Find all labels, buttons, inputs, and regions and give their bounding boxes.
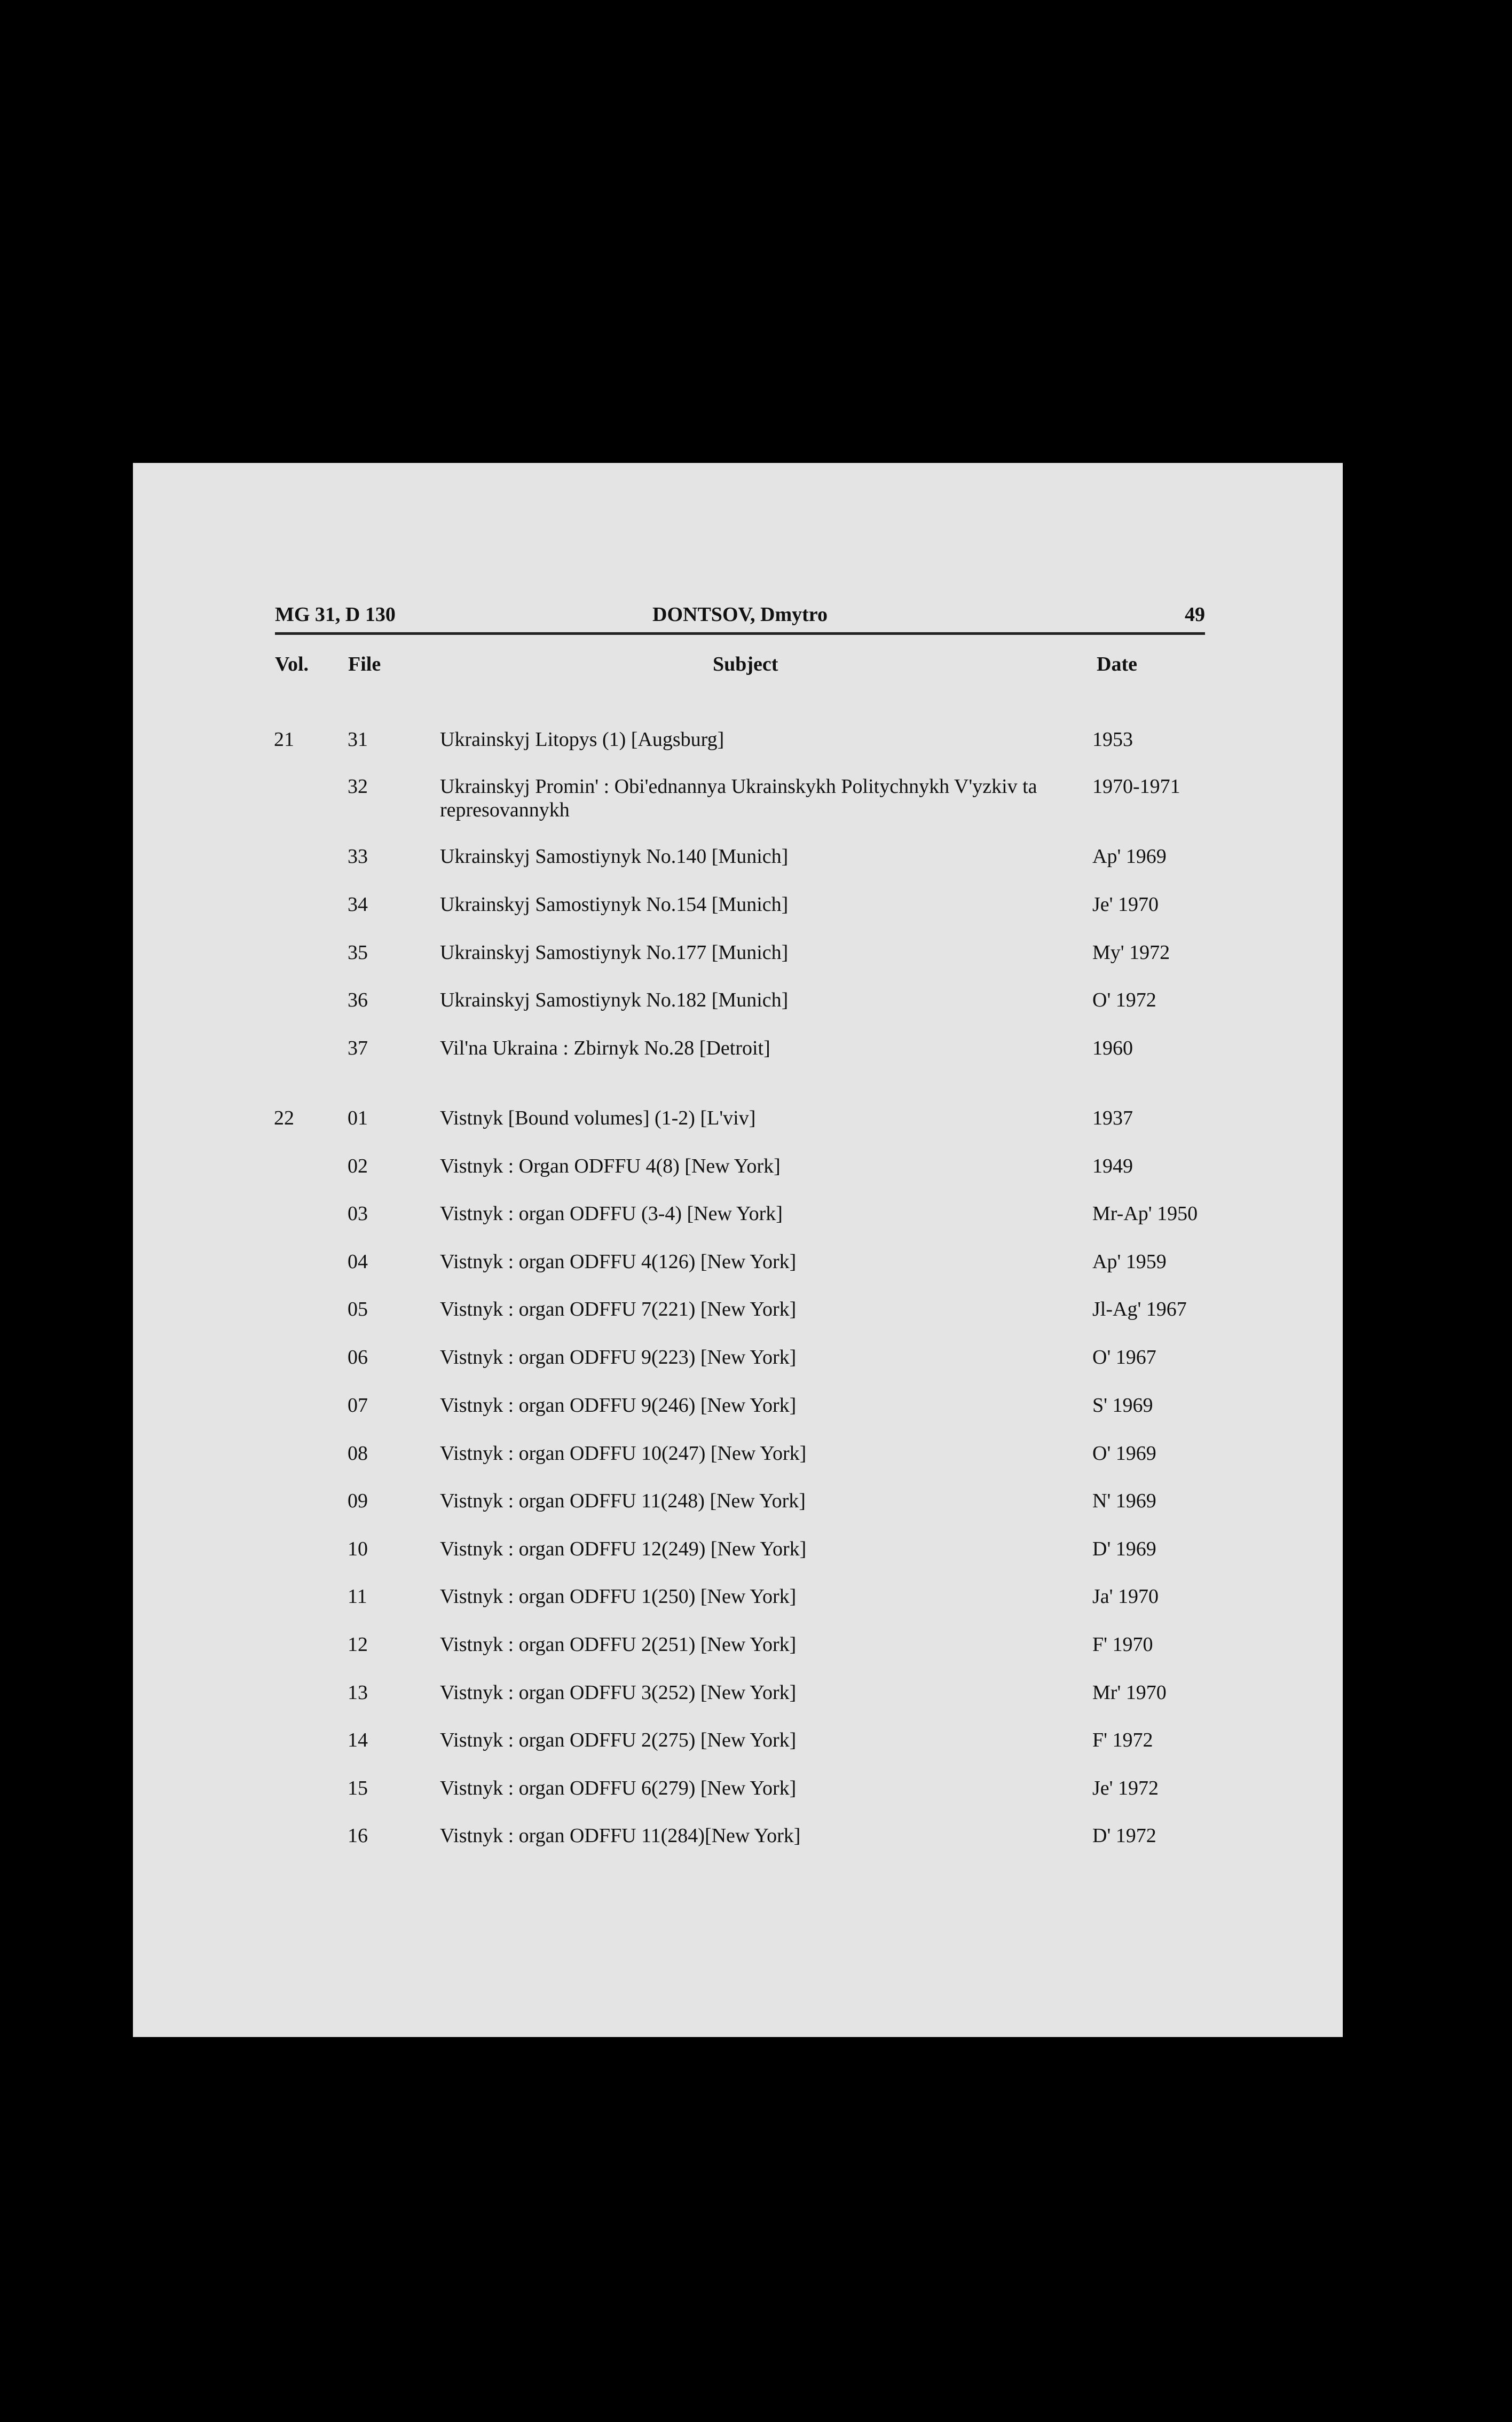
row-date: F' 1972 bbox=[1092, 1729, 1153, 1751]
row-date: S' 1969 bbox=[1092, 1394, 1153, 1417]
row-subject: Ukrainskyj Samostiynyk No.182 [Munich] bbox=[440, 989, 789, 1011]
row-vol: 22 bbox=[274, 1107, 294, 1129]
row-subject: Vil'na Ukraina : Zbirnyk No.28 [Detroit] bbox=[440, 1037, 770, 1059]
row-file: 07 bbox=[348, 1394, 368, 1417]
row-vol: 21 bbox=[274, 728, 294, 751]
row-date: Je' 1970 bbox=[1092, 893, 1159, 916]
column-header-vol: Vol. bbox=[275, 653, 309, 675]
row-date: Ap' 1969 bbox=[1092, 845, 1167, 868]
row-subject: Ukrainskyj Litopys (1) [Augsburg] bbox=[440, 728, 724, 751]
row-subject: Vistnyk : organ ODFFU 7(221) [New York] bbox=[440, 1298, 797, 1320]
row-subject: Vistnyk : organ ODFFU 11(248) [New York] bbox=[440, 1490, 806, 1512]
row-file: 05 bbox=[348, 1298, 368, 1320]
row-file: 35 bbox=[348, 941, 368, 964]
row-subject: Vistnyk : organ ODFFU 12(249) [New York] bbox=[440, 1538, 807, 1560]
row-file: 15 bbox=[348, 1777, 368, 1799]
row-subject: Vistnyk [Bound volumes] (1-2) [L'viv] bbox=[440, 1107, 756, 1129]
row-file: 34 bbox=[348, 893, 368, 916]
row-date: 1953 bbox=[1092, 728, 1133, 751]
row-subject: Vistnyk : Organ ODFFU 4(8) [New York] bbox=[440, 1155, 781, 1177]
row-subject: Vistnyk : organ ODFFU 9(223) [New York] bbox=[440, 1346, 797, 1369]
row-file: 01 bbox=[348, 1107, 368, 1129]
row-date: Ja' 1970 bbox=[1092, 1585, 1159, 1608]
row-file: 33 bbox=[348, 845, 368, 868]
row-subject: Vistnyk : organ ODFFU 1(250) [New York] bbox=[440, 1585, 797, 1608]
row-file: 36 bbox=[348, 989, 368, 1011]
row-date: O' 1972 bbox=[1092, 989, 1156, 1011]
row-date: Ap' 1959 bbox=[1092, 1251, 1167, 1273]
row-file: 10 bbox=[348, 1538, 368, 1560]
collection-reference: MG 31, D 130 bbox=[275, 603, 396, 626]
row-file: 03 bbox=[348, 1202, 368, 1225]
row-date: O' 1969 bbox=[1092, 1442, 1156, 1465]
row-file: 32 bbox=[348, 775, 368, 798]
row-subject: Ukrainskyj Promin' : Obi'ednannya Ukrainskykh Politychnykh V'yzkiv ta represovannykh bbox=[440, 775, 1037, 821]
row-file: 02 bbox=[348, 1155, 368, 1177]
page-number: 49 bbox=[1185, 603, 1205, 626]
row-date: 1960 bbox=[1092, 1037, 1133, 1059]
row-subject: Vistnyk : organ ODFFU 6(279) [New York] bbox=[440, 1777, 797, 1799]
row-subject: Vistnyk : organ ODFFU (3-4) [New York] bbox=[440, 1202, 783, 1225]
row-date: Mr-Ap' 1950 bbox=[1092, 1202, 1198, 1225]
fonds-title: DONTSOV, Dmytro bbox=[652, 603, 828, 626]
row-subject: Vistnyk : organ ODFFU 2(251) [New York] bbox=[440, 1633, 797, 1656]
row-date: O' 1967 bbox=[1092, 1346, 1156, 1369]
row-file: 37 bbox=[348, 1037, 368, 1059]
row-subject: Ukrainskyj Samostiynyk No.154 [Munich] bbox=[440, 893, 789, 916]
row-subject: Vistnyk : organ ODFFU 10(247) [New York] bbox=[440, 1442, 807, 1465]
row-date: My' 1972 bbox=[1092, 941, 1170, 964]
row-file: 06 bbox=[348, 1346, 368, 1369]
row-subject: Vistnyk : organ ODFFU 9(246) [New York] bbox=[440, 1394, 797, 1417]
row-file: 16 bbox=[348, 1825, 368, 1847]
row-subject: Ukrainskyj Samostiynyk No.140 [Munich] bbox=[440, 845, 789, 868]
row-file: 14 bbox=[348, 1729, 368, 1751]
row-date: Mr' 1970 bbox=[1092, 1681, 1167, 1704]
row-date: N' 1969 bbox=[1092, 1490, 1156, 1512]
row-subject: Vistnyk : organ ODFFU 3(252) [New York] bbox=[440, 1681, 797, 1704]
column-header-subject: Subject bbox=[713, 653, 778, 675]
row-file: 12 bbox=[348, 1633, 368, 1656]
column-header-date: Date bbox=[1097, 653, 1137, 675]
row-date: D' 1969 bbox=[1092, 1538, 1156, 1560]
row-file: 09 bbox=[348, 1490, 368, 1512]
row-file: 13 bbox=[348, 1681, 368, 1704]
row-date: 1970-1971 bbox=[1092, 775, 1180, 798]
row-file: 08 bbox=[348, 1442, 368, 1465]
file-list bbox=[133, 463, 1343, 2037]
row-subject: Vistnyk : organ ODFFU 2(275) [New York] bbox=[440, 1729, 797, 1751]
document-page bbox=[133, 463, 1343, 2037]
row-subject: Ukrainskyj Samostiynyk No.177 [Munich] bbox=[440, 941, 789, 964]
row-date: Je' 1972 bbox=[1092, 1777, 1159, 1799]
column-header-file: File bbox=[348, 653, 381, 675]
row-date: F' 1970 bbox=[1092, 1633, 1153, 1656]
row-subject: Vistnyk : organ ODFFU 11(284)[New York] bbox=[440, 1825, 801, 1847]
row-date: 1949 bbox=[1092, 1155, 1133, 1177]
row-file: 31 bbox=[348, 728, 368, 751]
row-date: 1937 bbox=[1092, 1107, 1133, 1129]
row-date: D' 1972 bbox=[1092, 1825, 1156, 1847]
row-subject: Vistnyk : organ ODFFU 4(126) [New York] bbox=[440, 1251, 797, 1273]
row-file: 04 bbox=[348, 1251, 368, 1273]
row-date: Jl-Ag' 1967 bbox=[1092, 1298, 1187, 1320]
row-file: 11 bbox=[348, 1585, 367, 1608]
